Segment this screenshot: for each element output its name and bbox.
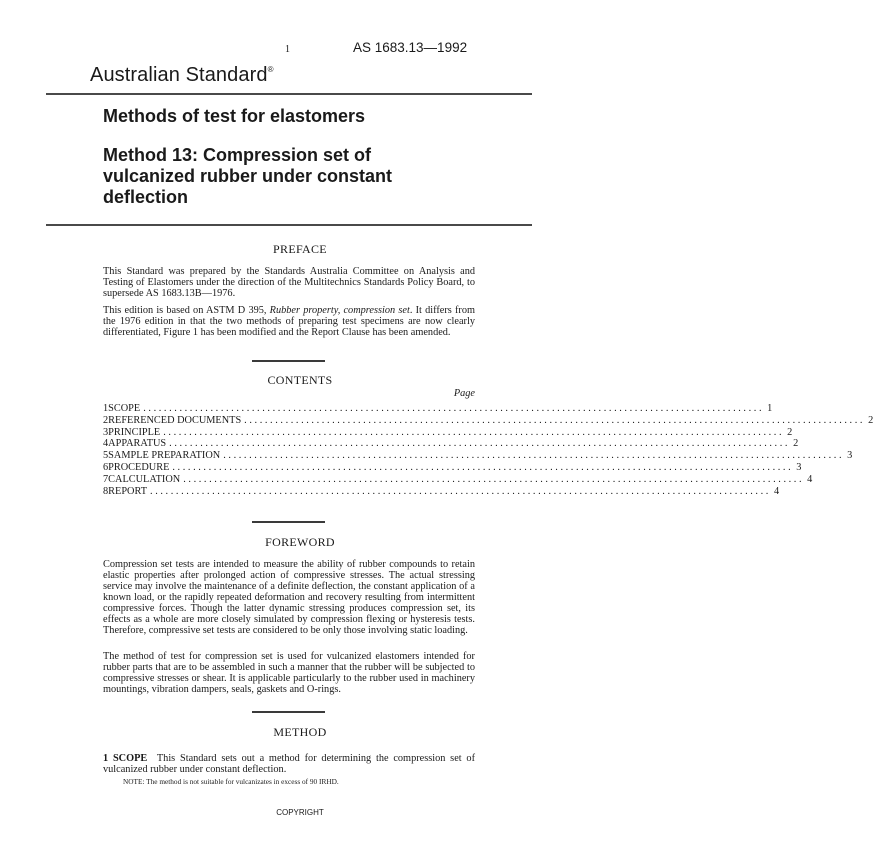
table-of-contents — [103, 403, 873, 497]
toc-leader-dots: ........................................................................................................................ — [244, 414, 866, 426]
page-number: 1 — [285, 44, 290, 55]
toc-title[interactable]: APPARATUS — [108, 438, 167, 450]
toc-page-number: 2 — [793, 438, 799, 450]
toc-number: 5 — [103, 450, 109, 462]
standard-title-ref: Rubber property, compression set — [269, 305, 410, 316]
toc-number: 7 — [103, 473, 109, 485]
header-rule — [46, 93, 532, 95]
scope-clause — [103, 753, 475, 775]
registered-mark: ® — [267, 65, 274, 74]
toc-title[interactable]: CALCULATION — [108, 473, 181, 485]
toc-page-number: 3 — [796, 461, 802, 473]
preface-paragraph-2 — [103, 305, 475, 338]
toc-title[interactable]: PROCEDURE — [108, 461, 170, 473]
toc-row[interactable] — [103, 438, 799, 450]
preface-heading: PREFACE — [273, 242, 327, 256]
toc-leader-dots: ........................................................................................................................ — [183, 473, 805, 485]
toc-leader-dots: ........................................................................................................................ — [163, 426, 785, 438]
brand-heading — [90, 64, 274, 87]
title-rule — [46, 224, 532, 226]
toc-number: 3 — [103, 426, 109, 438]
toc-title[interactable]: REFERENCED DOCUMENTS — [108, 414, 242, 426]
series-title: Methods of test for elastomers — [103, 106, 366, 126]
toc-row[interactable] — [103, 473, 813, 486]
toc-title[interactable]: PRINCIPLE — [108, 426, 161, 438]
toc-leader-dots: ........................................................................................................................ — [143, 403, 765, 414]
toc-number: 1 — [103, 403, 109, 414]
toc-page-number: 3 — [847, 450, 853, 462]
toc-leader-dots: ........................................................................................................................ — [172, 461, 794, 473]
toc-page-number: 4 — [773, 485, 780, 497]
method-heading: METHOD — [273, 725, 327, 739]
toc-row[interactable] — [103, 461, 802, 474]
toc-number: 2 — [103, 414, 109, 426]
toc-number: 4 — [103, 438, 109, 450]
toc-leader-dots: ........................................................................................................................ — [169, 438, 791, 450]
scope-note: NOTE: The method is not suitable for vulcanizates in excess of 90 IRHD. — [123, 777, 339, 786]
section-divider — [252, 711, 325, 713]
foreword-heading: FOREWORD — [265, 535, 335, 549]
toc-page-number: 1 — [767, 403, 773, 414]
toc-row[interactable] — [103, 403, 773, 415]
scope-text: This Standard sets out a method for determining the compression set of vulcanized rubber under constant deflection. — [103, 753, 475, 775]
preface-text: . It differs from the 1976 edition in that the two methods of preparing test specimens are now clearly differentiated, Figure 1 has been modified and the Report Clause has been amended. — [103, 305, 476, 338]
section-divider — [252, 360, 325, 362]
document-id: AS 1683.13—1992 — [353, 40, 468, 55]
copyright-footer: COPYRIGHT — [276, 808, 324, 817]
brand-name: Australian Standard — [90, 64, 268, 86]
scope-label: 1 SCOPE — [103, 753, 148, 764]
toc-title[interactable]: SCOPE — [108, 403, 141, 414]
contents-page-label: Page — [453, 388, 475, 399]
toc-number: 8 — [103, 485, 109, 497]
toc-row[interactable] — [103, 414, 873, 427]
preface-text: This edition is based on ASTM D 395, — [103, 305, 270, 316]
preface-paragraph-1: This Standard was prepared by the Standards Australia Committee on Analysis and Testing of Elastomers under the direction of the Multitechnics Standards Policy Board, to supersede AS 1683.13B—1976. — [103, 266, 475, 299]
toc-row[interactable] — [103, 450, 853, 462]
toc-title[interactable]: REPORT — [108, 485, 148, 497]
toc-title[interactable]: SAMPLE PREPARATION — [108, 450, 221, 462]
toc-leader-dots: ........................................................................................................................ — [223, 450, 845, 462]
contents-heading: CONTENTS — [267, 373, 333, 387]
toc-row[interactable] — [103, 485, 780, 498]
section-divider — [252, 521, 325, 523]
method-title: Method 13: Compression set of vulcanized rubber under constant deflection — [103, 145, 393, 207]
foreword-paragraph-2: The method of test for compression set is used for vulcanized elastomers intended for rubber parts that are to be assembled in such a manner that the rubber will be subjected to compressive stresses or shear. It is applicable particularly to the rubber used in machinery mountings, vibration dampers, seals, gaskets and O-rings. — [103, 651, 475, 695]
foreword-paragraph-1: Compression set tests are intended to measure the ability of rubber compounds to retain elastic properties after prolonged action of compressive stresses. The actual stressing service may involve the maintenance of a definite deflection, the constant application of a known load, or the rapidly repeated deformation and recovery resulting from intermittent compressive forces. Though the latter dynamic stressing produces compression set, its effects as a whole are more closely simulated by compression flexing or hysteresis tests. Therefore, compressive set tests are considered to be only those involving static loading. — [103, 559, 475, 636]
toc-row[interactable] — [103, 426, 793, 439]
toc-page-number: 2 — [787, 426, 793, 438]
toc-leader-dots: ........................................................................................................................ — [150, 485, 771, 497]
toc-number: 6 — [103, 461, 109, 473]
toc-page-number: 2 — [868, 414, 873, 426]
toc-page-number: 4 — [807, 473, 813, 485]
